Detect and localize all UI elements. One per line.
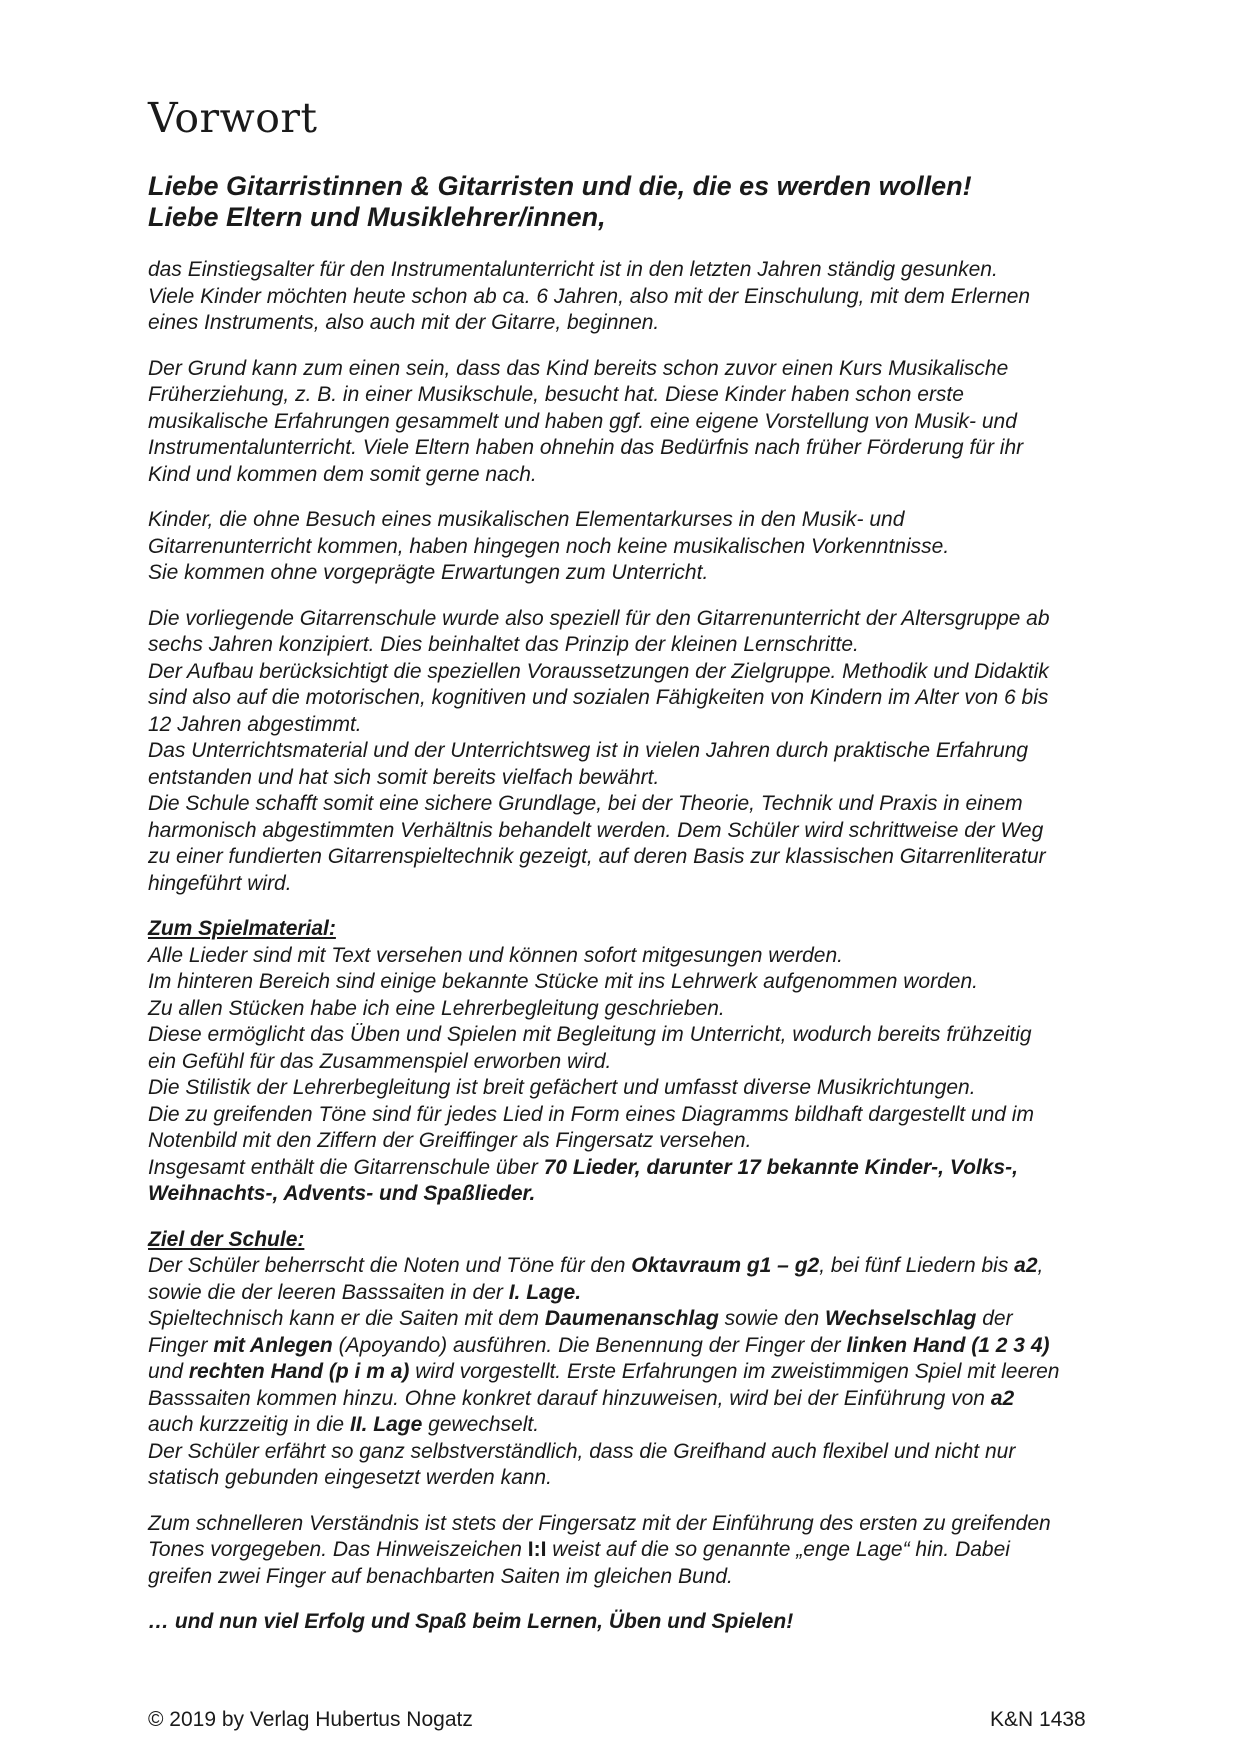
text-run-bold: a2: [1014, 1254, 1038, 1277]
footer-code: K&N 1438: [990, 1708, 1086, 1731]
text-line: Diese ermöglicht das Üben und Spielen mit Begleitung im Unterricht, wodurch bereits frühzeitig: [148, 1023, 1032, 1046]
text-line: entstanden und hat sich somit bereits vielfach bewährt.: [148, 765, 660, 789]
text-line: [148, 1359, 1148, 1386]
text-run: und: [148, 1360, 189, 1383]
text-line: Kind und kommen dem somit gerne nach.: [148, 462, 537, 486]
text-line: [148, 1412, 1148, 1439]
text-run: (Apoyando) ausführen. Die Benennung der Finger der: [332, 1333, 847, 1357]
text-run-bold: I. Lage.: [508, 1280, 582, 1304]
text-run: Der Schüler beherrscht die Noten und Töne für den: [148, 1254, 632, 1277]
text-line: Zum schnelleren Verständnis ist stets der Fingersatz mit der Einführung des ersten zu greifenden: [148, 1511, 1051, 1535]
text-line: Der Schüler erfährt so ganz selbstverständlich, dass die Greifhand auch flexibel und nicht nur: [148, 1439, 1016, 1463]
text-line: Gitarrenunterricht kommen, haben hingegen noch keine musikalischen Vorkenntnisse.: [148, 534, 950, 558]
text-line: [148, 1155, 1148, 1182]
text-line: sind also auf die motorischen, kognitiven und sozialen Fähigkeiten von Kindern im Alter von 6 bis: [148, 686, 1049, 709]
text-line: Alle Lieder sind mit Text versehen und können sofort mitgesungen werden.: [148, 943, 843, 967]
greeting-line: Liebe Eltern und Musiklehrer/innen,: [148, 202, 606, 232]
text-line: das Einstiegsalter für den Instrumentalunterricht ist in den letzten Jahren ständig gesunken.: [148, 258, 998, 281]
text-line: Der Grund kann zum einen sein, dass das Kind bereits schon zuvor einen Kurs Musikalische: [148, 356, 1009, 380]
greeting-line: Liebe Gitarristinnen & Gitarristen und die, die es werden wollen!: [148, 171, 972, 201]
text-run: auch kurzzeitig in die: [148, 1413, 350, 1436]
text-line: [148, 1280, 1148, 1307]
text-line: Notenbild mit den Ziffern der Greiffinger als Fingersatz versehen.: [148, 1129, 752, 1152]
text-line: hingeführt wird.: [148, 871, 292, 895]
text-line: sechs Jahren konzipiert. Dies beinhaltet das Prinzip der kleinen Lernschritte.: [148, 633, 859, 656]
text-line: Die zu greifenden Töne sind für jedes Lied in Form eines Diagramms bildhaft dargestellt und im: [148, 1102, 1034, 1126]
text-line: Die Schule schafft somit eine sichere Grundlage, bei der Theorie, Technik und Praxis in einem: [148, 792, 1023, 815]
text-run: Spieltechnisch kann er die Saiten mit dem: [148, 1307, 545, 1330]
text-line: statisch gebunden eingesetzt werden kann.: [148, 1466, 552, 1489]
text-run-bold: rechten Hand (p i m a): [188, 1360, 410, 1383]
text-line: Kinder, die ohne Besuch eines musikalischen Elementarkurses in den Musik- und: [148, 508, 905, 531]
text-line: [148, 1181, 1148, 1208]
text-line: Das Unterrichtsmaterial und der Unterrichtsweg ist in vielen Jahren durch praktische Erfahrung: [148, 739, 1029, 762]
text-run: Insgesamt enthält die Gitarrenschule über: [148, 1155, 544, 1179]
text-line: Sie kommen ohne vorgeprägte Erwartungen zum Unterricht.: [148, 561, 709, 584]
paragraph-gitarrenschule: [148, 606, 1148, 898]
closing-line: [148, 1609, 1148, 1636]
text-run: gewechselt.: [422, 1413, 540, 1436]
text-run: wird vorgestellt. Erste Erfahrungen im zweistimmigen Spiel mit leeren: [409, 1360, 1060, 1383]
text-run: , bei fünf Liedern bis: [819, 1254, 1015, 1277]
text-line: Viele Kinder möchten heute schon ab ca. 6 Jahren, also mit der Einschulung, mit dem Erlernen: [148, 284, 1031, 308]
paragraph-einstiegsalter: [148, 257, 1148, 337]
text-line: [148, 1537, 1148, 1564]
body-text: [148, 257, 1148, 1655]
text-run-bold: a2: [990, 1386, 1015, 1410]
text-run: Tones vorgegeben. Das Hinweiszeichen: [148, 1538, 528, 1561]
text-run-bold: II. Lage: [349, 1413, 423, 1436]
footer-copyright: © 2019 by Verlag Hubertus Nogatz: [148, 1708, 473, 1731]
text-line: [148, 1306, 1148, 1333]
section-spielmaterial: [148, 916, 1148, 1208]
section-ziel: [148, 1227, 1148, 1492]
text-line: ein Gefühl für das Zusammenspiel erworben wird.: [148, 1049, 612, 1073]
text-line: Die Stilistik der Lehrerbegleitung ist breit gefächert und umfasst diverse Musikrichtungen.: [148, 1076, 976, 1099]
text-run: Basssaiten kommen hinzu. Ohne konkret darauf hinzuweisen, wird bei der Einführung von: [148, 1386, 991, 1410]
text-line: … und nun viel Erfolg und Spaß beim Lernen, Üben und Spielen!: [148, 1610, 794, 1633]
text-line: [148, 1333, 1148, 1360]
text-line: Zu allen Stücken habe ich eine Lehrerbegleitung geschrieben.: [148, 996, 725, 1020]
greeting: [148, 171, 1108, 233]
section-heading: Zum Spielmaterial:: [148, 917, 336, 940]
text-line: 12 Jahren abgestimmt.: [148, 712, 362, 736]
text-run: ,: [1037, 1254, 1044, 1277]
text-line: musikalische Erfahrungen gesammelt und haben ggf. eine eigene Vorstellung von Musik- und: [148, 409, 1017, 433]
text-line: harmonisch abgestimmten Verhältnis behandelt werden. Dem Schüler wird schrittweise der Weg: [148, 818, 1044, 842]
text-run: sowie den: [718, 1307, 826, 1330]
text-run-bold: mit Anlegen: [213, 1333, 333, 1357]
hint-sign: I:I: [527, 1538, 547, 1561]
text-line: [148, 1386, 1148, 1413]
text-line: Die vorliegende Gitarrenschule wurde also speziell für den Gitarrenunterricht der Altersgruppe ab: [148, 606, 1050, 630]
text-run-bold: Wechselschlag: [825, 1307, 977, 1330]
paragraph-grund: [148, 356, 1148, 489]
text-line: Im hinteren Bereich sind einige bekannte Stücke mit ins Lehrwerk aufgenommen worden.: [148, 970, 978, 993]
text-run-bold: Oktavraum g1 – g2: [631, 1254, 820, 1277]
text-line: zu einer fundierten Gitarrenspieltechnik gezeigt, auf deren Basis zur klassischen Gitarrenliteratur: [148, 845, 1046, 868]
paragraph-kinder: [148, 507, 1148, 587]
page-title: Vorwort: [148, 94, 318, 142]
text-run: Finger: [148, 1333, 214, 1357]
text-run-bold: Daumenanschlag: [544, 1307, 719, 1330]
section-heading: Ziel der Schule:: [148, 1227, 305, 1251]
text-line: eines Instruments, also auch mit der Gitarre, beginnen.: [148, 311, 660, 334]
text-line: Instrumentalunterricht. Viele Eltern haben ohnehin das Bedürfnis nach früher Förderung für ihr: [148, 436, 1024, 459]
text-line: greifen zwei Finger auf benachbarten Saiten im gleichen Bund.: [148, 1564, 733, 1588]
text-run: weist auf die so genannte „enge Lage“ hin. Dabei: [546, 1538, 1010, 1561]
text-run-bold: Weihnachts-, Advents- und Spaßlieder.: [148, 1182, 536, 1205]
text-run-bold: linken Hand (1 2 3 4): [846, 1333, 1050, 1357]
text-run: sowie die der leeren Basssaiten in der: [148, 1280, 509, 1304]
paragraph-fingersatz: [148, 1511, 1148, 1591]
text-line: Der Aufbau berücksichtigt die speziellen Voraussetzungen der Zielgruppe. Methodik und Didaktik: [148, 659, 1049, 683]
text-run-bold: 70 Lieder, darunter 17 bekannte Kinder-, Volks-,: [543, 1155, 1018, 1179]
text-line: [148, 1253, 1148, 1280]
text-line: Früherziehung, z. B. in einer Musikschule, besucht hat. Diese Kinder haben schon erste: [148, 383, 964, 406]
text-run: der: [976, 1307, 1013, 1330]
